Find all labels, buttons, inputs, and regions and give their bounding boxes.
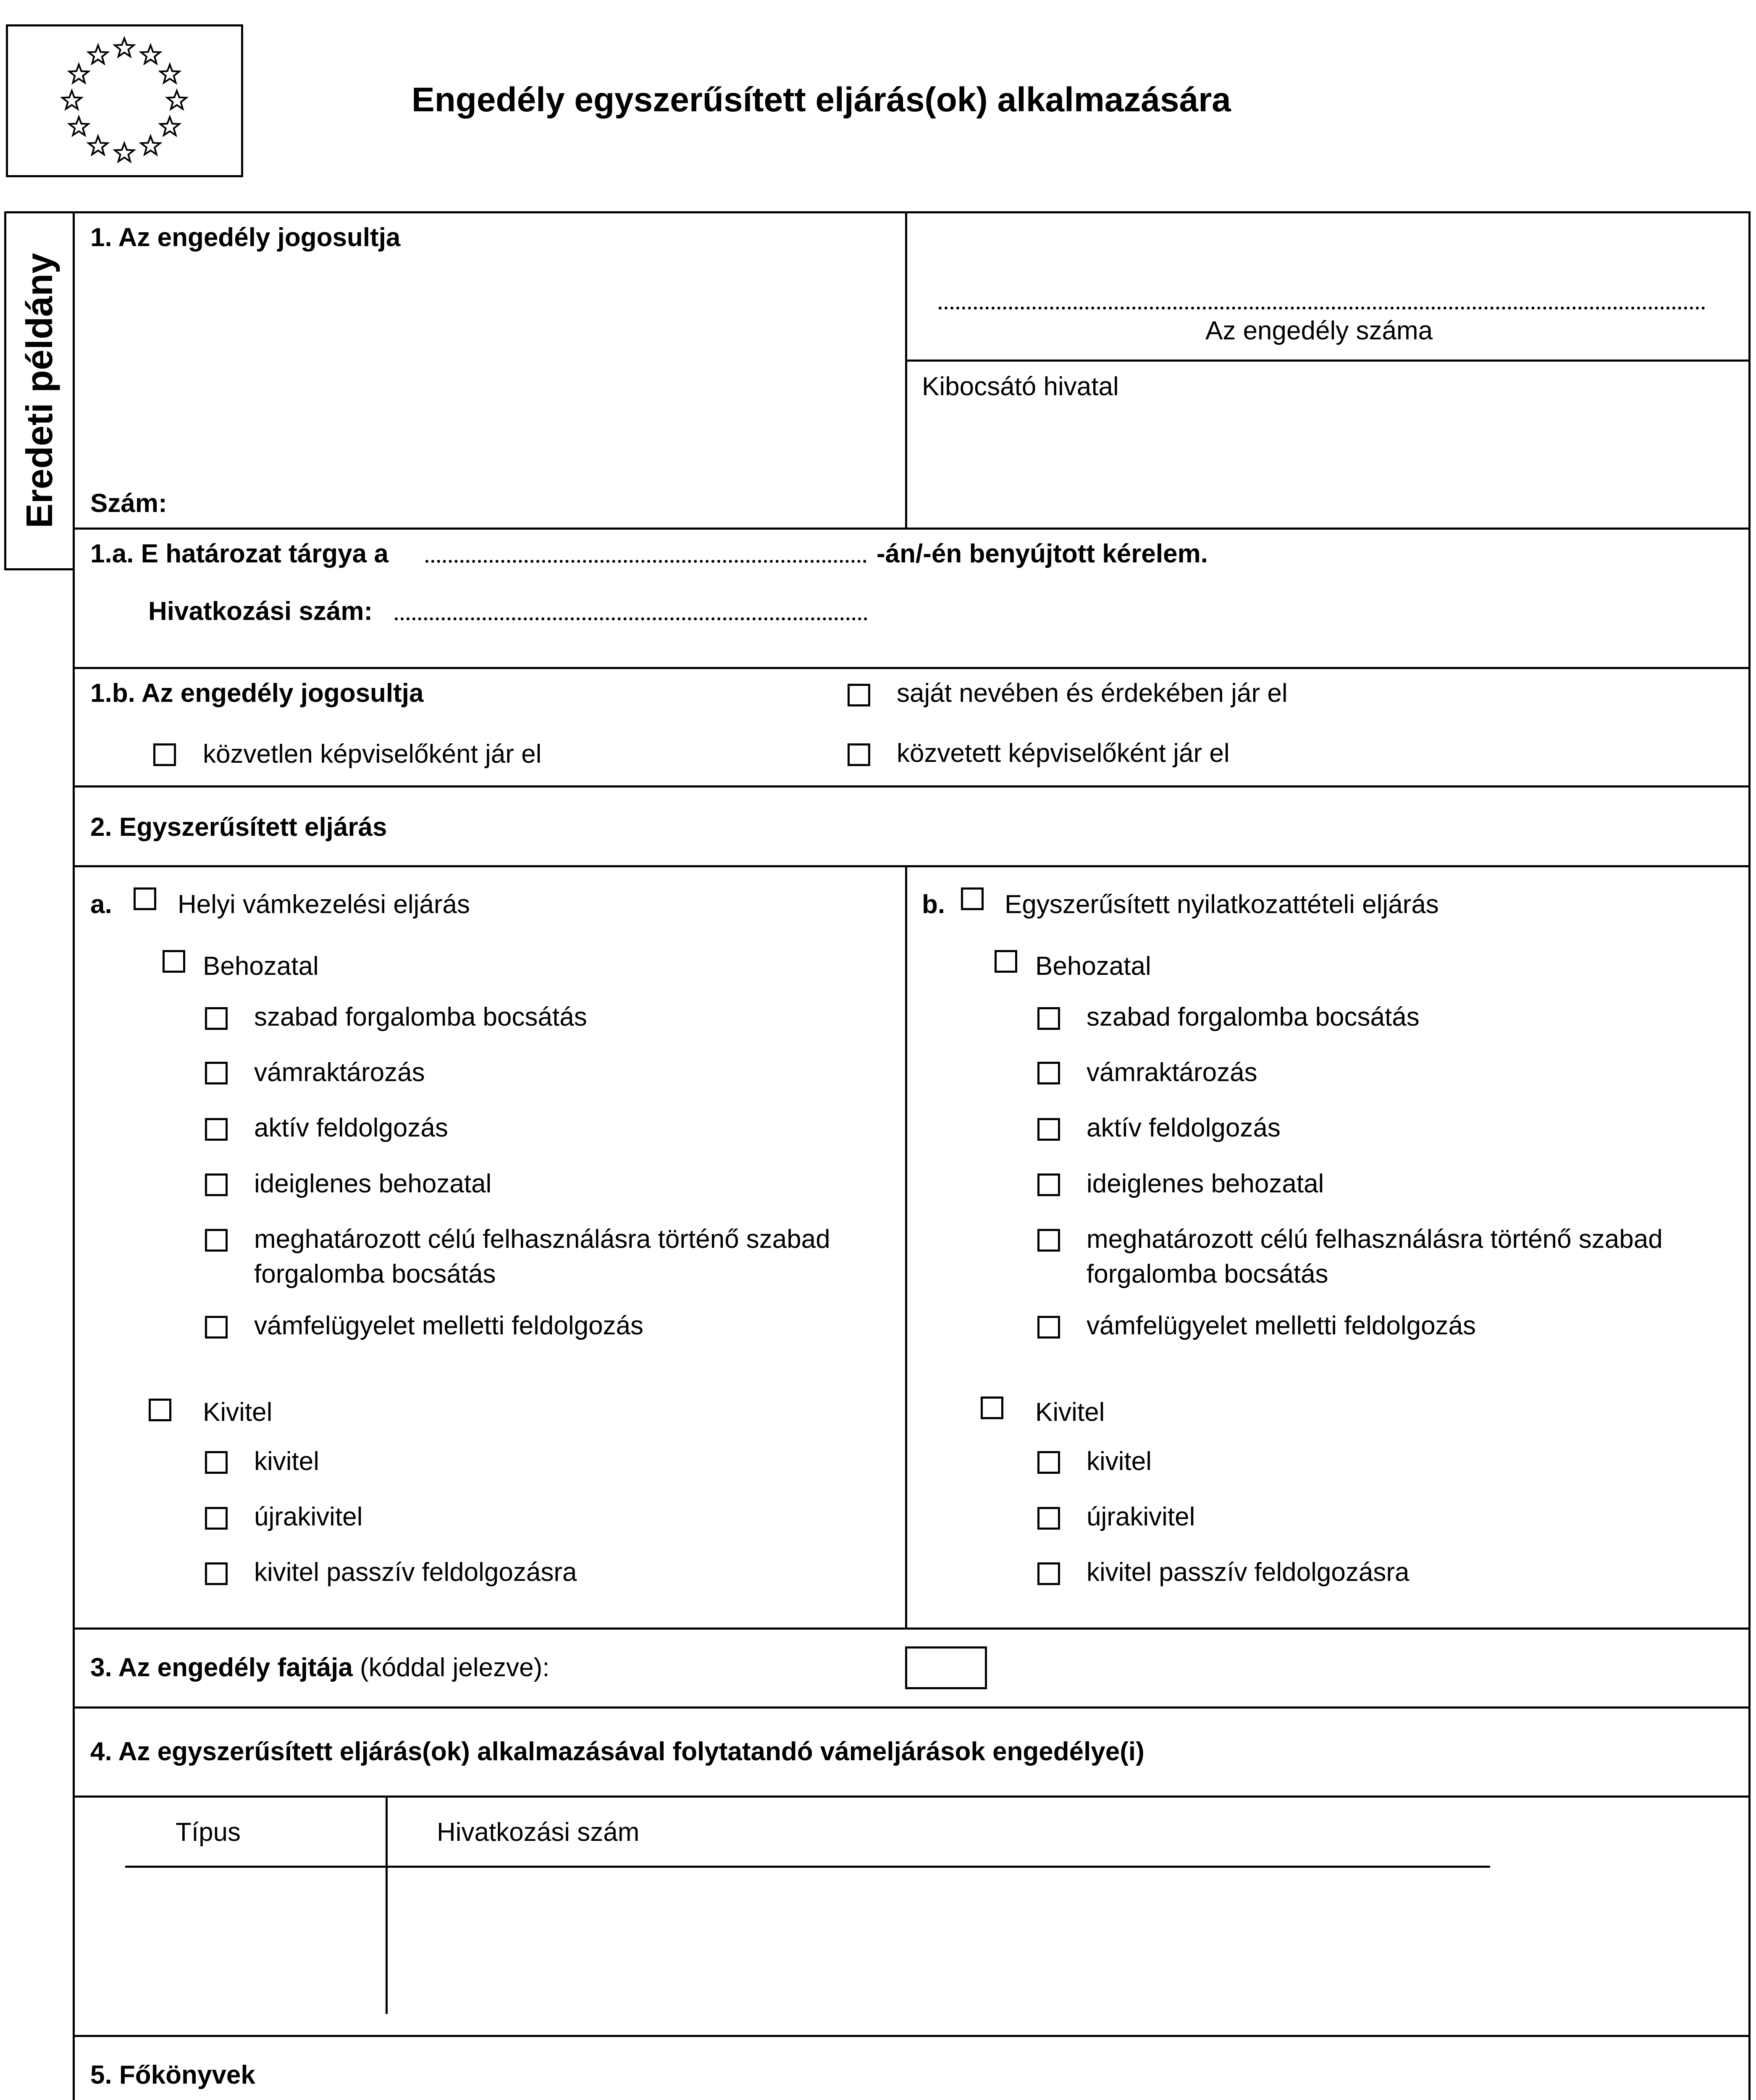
box1b-indirect-label: közvetett képviselőként jár el bbox=[897, 739, 1230, 768]
divider-5 bbox=[73, 2035, 1751, 2037]
box2b-prefix: b. bbox=[922, 890, 945, 919]
checkbox-a-import-6[interactable] bbox=[205, 1316, 228, 1339]
box4-label: 4. Az egyszerűsített eljárás(ok) alkalmazásával folytatandó vámeljárások engedélye(i) bbox=[90, 1737, 1144, 1766]
box1b-label: 1.b. Az engedély jogosultja bbox=[90, 679, 424, 708]
checkbox-b-import[interactable] bbox=[995, 950, 1017, 973]
star-icon bbox=[89, 136, 108, 154]
checkbox-b-export[interactable] bbox=[981, 1396, 1003, 1419]
box2a-export-3: kivitel passzív feldolgozásra bbox=[254, 1558, 577, 1587]
checkbox-a-import-2[interactable] bbox=[205, 1062, 228, 1084]
permit-number-dots bbox=[939, 307, 1705, 310]
box2a-import-5-line2: forgalomba bocsátás bbox=[254, 1260, 496, 1289]
box2b-import-2: vámraktározás bbox=[1087, 1058, 1257, 1087]
box2b-export-label: Kivitel bbox=[1035, 1398, 1105, 1427]
checkbox-a-export-1[interactable] bbox=[205, 1451, 228, 1474]
star-icon bbox=[115, 143, 134, 161]
checkbox-b-import-4[interactable] bbox=[1037, 1173, 1060, 1196]
checkbox-b-import-6[interactable] bbox=[1037, 1316, 1060, 1339]
checkbox-b-export-1[interactable] bbox=[1037, 1451, 1060, 1474]
box3-label-bold: 3. Az engedély fajtája bbox=[90, 1653, 353, 1682]
permit-number-label: Az engedély száma bbox=[1205, 316, 1433, 345]
checkbox-b-export-2[interactable] bbox=[1037, 1507, 1060, 1530]
divider-4 bbox=[73, 1706, 1751, 1709]
box2a-title: Helyi vámkezelési eljárás bbox=[178, 890, 470, 919]
table-col-divider bbox=[386, 1796, 388, 2014]
box2a-export-2: újrakivitel bbox=[254, 1502, 363, 1531]
divider-3 bbox=[73, 1628, 1751, 1630]
box1-szam-label: Szám: bbox=[90, 489, 167, 518]
divider-4-sub bbox=[73, 1796, 1751, 1798]
checkbox-b-import-2[interactable] bbox=[1037, 1062, 1060, 1084]
box1a-prefix: 1.a. E határozat tárgya a bbox=[90, 539, 388, 568]
box2b-import-4: ideiglenes behozatal bbox=[1087, 1169, 1324, 1198]
eu-flag-logo bbox=[6, 24, 243, 177]
box2b-export-2: újrakivitel bbox=[1087, 1502, 1195, 1531]
checkbox-b-export-3[interactable] bbox=[1037, 1562, 1060, 1585]
checkbox-simplified-declaration[interactable] bbox=[961, 887, 984, 910]
checkbox-b-import-5[interactable] bbox=[1037, 1229, 1060, 1252]
box2a-import-2: vámraktározás bbox=[254, 1058, 425, 1087]
box1a-ref-label: Hivatkozási szám: bbox=[148, 597, 373, 626]
box1b-own-label: saját nevében és érdekében jár el bbox=[897, 679, 1288, 708]
box2a-import-3: aktív feldolgozás bbox=[254, 1113, 448, 1142]
box2b-import-5-line2: forgalomba bocsátás bbox=[1087, 1260, 1328, 1289]
checkbox-a-import-3[interactable] bbox=[205, 1118, 228, 1141]
checkbox-b-import-1[interactable] bbox=[1037, 1007, 1060, 1030]
box1a-suffix: -án/-én benyújtott kérelem. bbox=[877, 539, 1208, 568]
star-icon bbox=[69, 65, 89, 83]
box3-label bbox=[90, 1653, 550, 1683]
box2-label: 2. Egyszerűsített eljárás bbox=[90, 813, 387, 842]
checkbox-a-import-5[interactable] bbox=[205, 1229, 228, 1252]
star-icon bbox=[69, 117, 89, 135]
star-icon bbox=[89, 45, 108, 64]
page-title: Engedély egyszerűsített eljárás(ok) alkalmazására bbox=[412, 81, 1231, 119]
checkbox-own-name[interactable] bbox=[848, 684, 870, 706]
box1b-direct-label: közvetlen képviselőként jár el bbox=[203, 740, 542, 769]
box2a-import-4: ideiglenes behozatal bbox=[254, 1169, 492, 1198]
checkbox-a-export-3[interactable] bbox=[205, 1562, 228, 1585]
box2b-import-6: vámfelügyelet melletti feldolgozás bbox=[1087, 1311, 1476, 1340]
box2b-import-1: szabad forgalomba bocsátás bbox=[1087, 1003, 1420, 1032]
box2a-import-6: vámfelügyelet melletti feldolgozás bbox=[254, 1311, 644, 1340]
divider-1a bbox=[73, 528, 1751, 530]
box5-label: 5. Főkönyvek bbox=[90, 2061, 255, 2090]
box3-label-rest: (kóddal jelezve): bbox=[352, 1653, 550, 1682]
table-header-rule bbox=[125, 1866, 1490, 1868]
star-icon bbox=[141, 136, 160, 154]
col-type-header: Típus bbox=[176, 1818, 241, 1847]
star-icon bbox=[115, 38, 134, 56]
checkbox-b-import-3[interactable] bbox=[1037, 1118, 1060, 1141]
box2b-import-3: aktív feldolgozás bbox=[1087, 1113, 1281, 1142]
side-label: Eredeti példány bbox=[18, 253, 60, 528]
checkbox-indirect-rep[interactable] bbox=[848, 743, 870, 766]
box2a-import-1: szabad forgalomba bocsátás bbox=[254, 1003, 587, 1032]
col-ref-header: Hivatkozási szám bbox=[437, 1818, 640, 1847]
star-icon bbox=[167, 91, 186, 109]
box1-label: 1. Az engedély jogosultja bbox=[90, 223, 401, 252]
box2b-export-1: kivitel bbox=[1087, 1447, 1152, 1476]
permit-type-code-field[interactable] bbox=[905, 1646, 987, 1689]
star-icon bbox=[62, 91, 81, 109]
box2a-import-label: Behozatal bbox=[203, 952, 319, 981]
box2a-export-1: kivitel bbox=[254, 1447, 320, 1476]
eu-flag-icon bbox=[8, 26, 241, 175]
checkbox-a-import[interactable] bbox=[163, 950, 185, 973]
star-icon bbox=[160, 117, 179, 135]
checkbox-a-export-2[interactable] bbox=[205, 1507, 228, 1530]
box2a-prefix: a. bbox=[90, 890, 112, 919]
divider-2-sub bbox=[73, 865, 1751, 867]
box2b-export-3: kivitel passzív feldolgozásra bbox=[1087, 1558, 1410, 1587]
star-icon bbox=[141, 45, 160, 64]
box1-divider bbox=[905, 211, 907, 528]
checkbox-a-import-1[interactable] bbox=[205, 1007, 228, 1030]
divider-1b bbox=[73, 667, 1751, 669]
box2b-title: Egyszerűsített nyilatkozattételi eljárás bbox=[1005, 890, 1439, 919]
checkbox-a-export[interactable] bbox=[149, 1399, 171, 1421]
box1a-date-dots bbox=[425, 560, 866, 563]
checkbox-direct-rep[interactable] bbox=[153, 743, 176, 766]
form-frame bbox=[73, 211, 1751, 2100]
issuing-office-label: Kibocsátó hivatal bbox=[922, 372, 1119, 401]
divider-2-cols bbox=[905, 865, 907, 1628]
box1-right-divider bbox=[905, 360, 1751, 362]
box1a-ref-dots bbox=[395, 617, 867, 620]
divider-2 bbox=[73, 785, 1751, 788]
box2a-export-label: Kivitel bbox=[203, 1398, 273, 1427]
box2a-import-5: meghatározott célú felhasználásra történő szabad bbox=[254, 1225, 830, 1254]
checkbox-local-clearance[interactable] bbox=[134, 887, 156, 910]
checkbox-a-import-4[interactable] bbox=[205, 1173, 228, 1196]
box2b-import-label: Behozatal bbox=[1035, 952, 1151, 981]
star-icon bbox=[160, 65, 179, 83]
box2b-import-5: meghatározott célú felhasználásra történő szabad bbox=[1087, 1225, 1663, 1254]
